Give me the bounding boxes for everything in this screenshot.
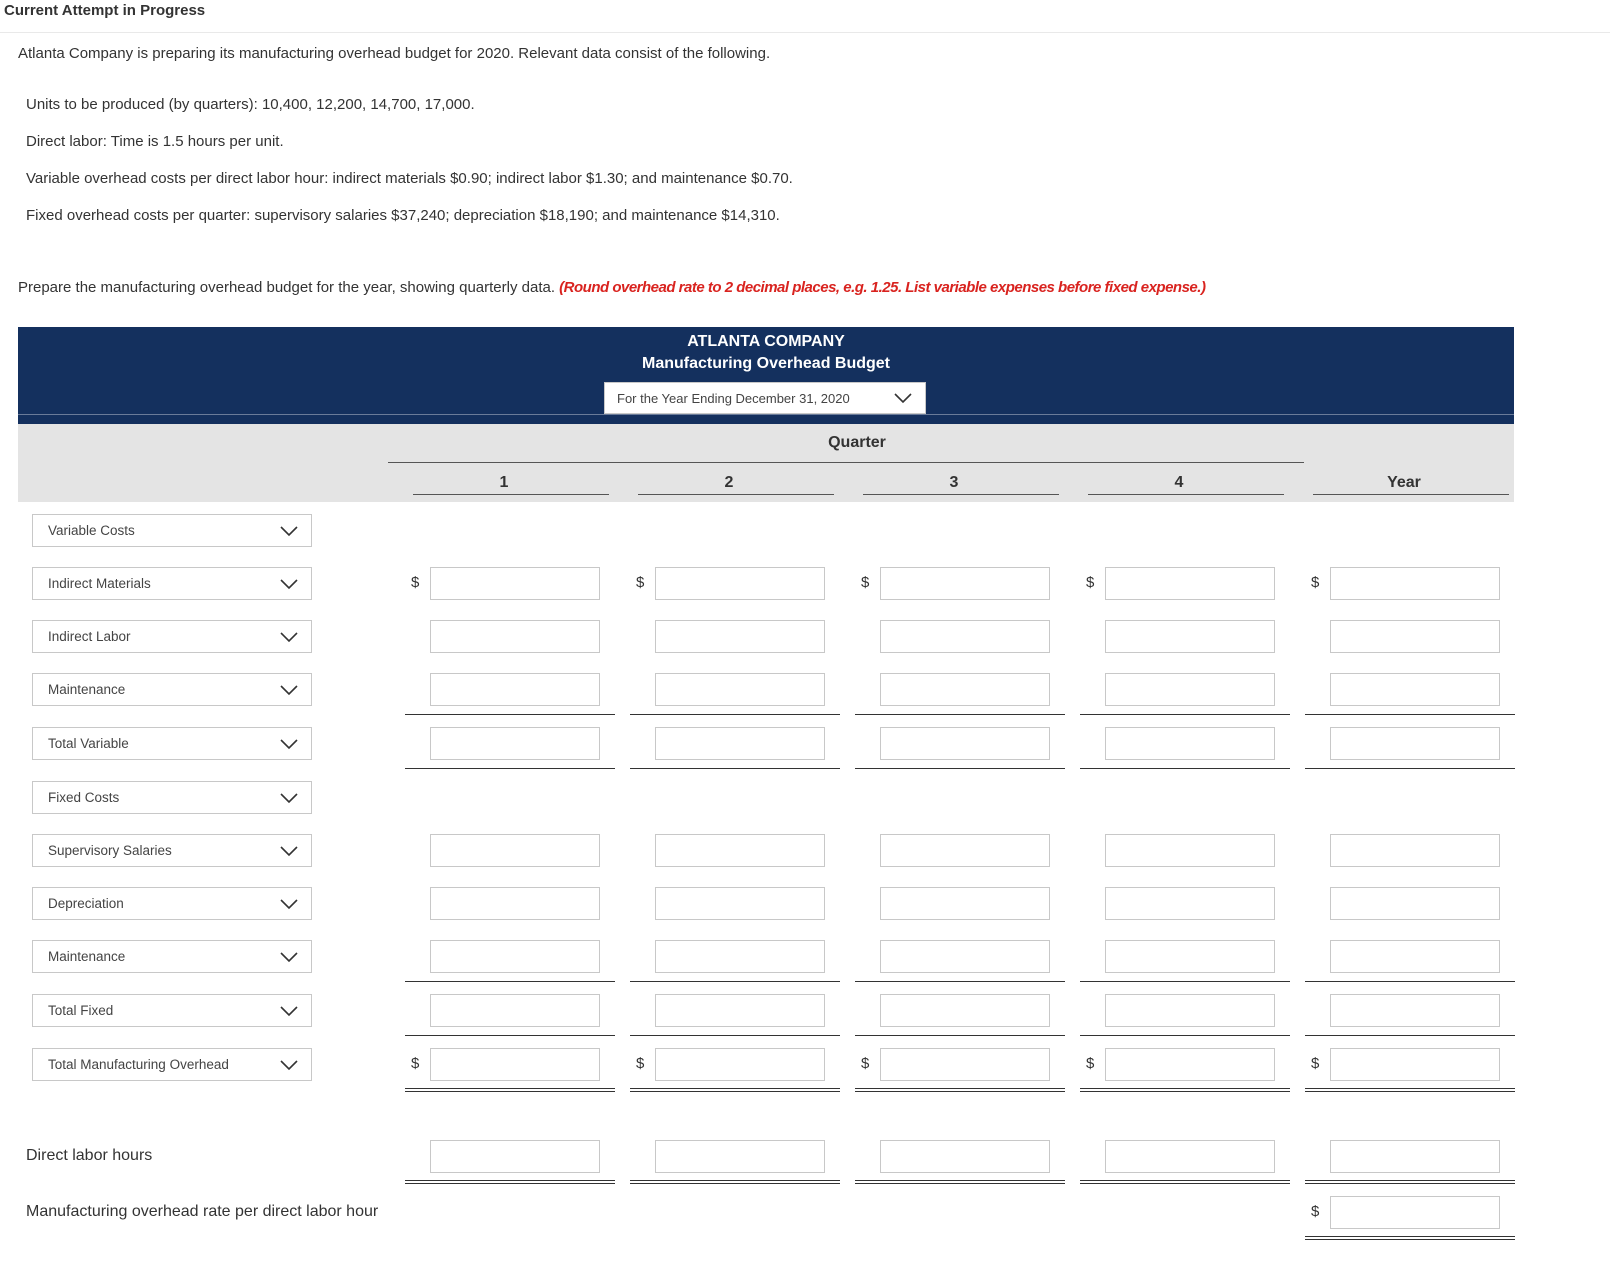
amount-input[interactable] xyxy=(655,887,825,920)
row-label-dropdown[interactable] xyxy=(32,781,312,814)
quarter-underline xyxy=(388,462,1304,463)
currency-symbol: $ xyxy=(861,1055,870,1072)
amount-input[interactable] xyxy=(655,994,825,1027)
hours-double-rule xyxy=(1080,1180,1290,1184)
subtotal-rule xyxy=(405,768,615,769)
chevron-down-icon xyxy=(279,684,299,696)
amount-input[interactable] xyxy=(1330,834,1500,867)
chevron-down-icon xyxy=(279,1005,299,1017)
total-double-rule xyxy=(405,1088,615,1092)
amount-input[interactable] xyxy=(1105,994,1275,1027)
direct-labor-hours-input[interactable] xyxy=(430,1140,600,1173)
amount-input[interactable] xyxy=(430,834,600,867)
amount-input[interactable] xyxy=(880,887,1050,920)
period-dropdown[interactable] xyxy=(604,382,926,414)
chevron-down-icon xyxy=(279,951,299,963)
amount-input[interactable] xyxy=(880,673,1050,706)
column-heading-underline xyxy=(638,494,834,495)
row-label-dropdown[interactable] xyxy=(32,994,312,1027)
amount-input[interactable] xyxy=(1330,727,1500,760)
currency-symbol: $ xyxy=(411,574,420,591)
company-name: ATLANTA COMPANY xyxy=(687,333,845,350)
direct-labor-hours-input[interactable] xyxy=(655,1140,825,1173)
row-label-value: Indirect Materials xyxy=(48,576,151,591)
amount-input[interactable] xyxy=(880,994,1050,1027)
amount-input[interactable] xyxy=(1105,673,1275,706)
row-label-dropdown[interactable] xyxy=(32,940,312,973)
amount-input[interactable] xyxy=(430,940,600,973)
chevron-down-icon xyxy=(279,631,299,643)
subtotal-rule xyxy=(855,714,1065,715)
currency-symbol: $ xyxy=(1311,1055,1320,1072)
amount-input[interactable] xyxy=(655,673,825,706)
amount-input[interactable] xyxy=(880,727,1050,760)
amount-input[interactable] xyxy=(430,673,600,706)
amount-input[interactable] xyxy=(430,994,600,1027)
row-label-value: Supervisory Salaries xyxy=(48,843,172,858)
subtotal-rule xyxy=(1305,714,1515,715)
row-label-value: Total Manufacturing Overhead xyxy=(48,1057,229,1072)
subtotal-rule xyxy=(405,1035,615,1036)
column-heading-q2: 2 xyxy=(724,474,734,491)
subtotal-rule xyxy=(630,714,840,715)
amount-input[interactable] xyxy=(1330,887,1500,920)
amount-input[interactable] xyxy=(430,727,600,760)
row-label-value: Total Fixed xyxy=(48,1003,114,1018)
chevron-down-icon xyxy=(279,792,299,804)
column-heading-q3: 3 xyxy=(949,474,959,491)
currency-symbol: $ xyxy=(1311,574,1320,591)
subtotal-rule xyxy=(855,981,1065,982)
instruction xyxy=(18,279,1205,296)
instruction-note: (Round overhead rate to 2 decimal places, e.g. 1.25. List variable expenses before fixed expense.) xyxy=(559,279,1206,296)
amount-input[interactable] xyxy=(880,834,1050,867)
row-label-value: Variable Costs xyxy=(48,523,135,538)
row-label-value: Maintenance xyxy=(48,949,126,964)
chevron-down-icon xyxy=(279,845,299,857)
chevron-down-icon xyxy=(279,738,299,750)
subtotal-rule xyxy=(1080,768,1290,769)
subtotal-rule xyxy=(405,981,615,982)
budget-title: Manufacturing Overhead Budget xyxy=(641,355,891,372)
subtotal-rule xyxy=(1305,1035,1515,1036)
rate-double-rule xyxy=(1305,1236,1515,1240)
amount-input[interactable] xyxy=(655,567,825,600)
hours-double-rule xyxy=(855,1180,1065,1184)
direct-labor-hours-input[interactable] xyxy=(880,1140,1050,1173)
problem-intro: Atlanta Company is preparing its manufacturing overhead budget for 2020. Relevant data consist of the following. xyxy=(18,45,771,62)
total-double-rule xyxy=(1305,1088,1515,1092)
subtotal-rule xyxy=(855,1035,1065,1036)
amount-input[interactable] xyxy=(1330,620,1500,653)
amount-input[interactable] xyxy=(880,620,1050,653)
overhead-rate-input[interactable] xyxy=(1330,1196,1500,1229)
hours-double-rule xyxy=(1305,1180,1515,1184)
fact-units: Units to be produced (by quarters): 10,400, 12,200, 14,700, 17,000. xyxy=(26,96,475,113)
chevron-down-icon xyxy=(279,578,299,590)
header-divider xyxy=(18,414,1514,415)
status-divider xyxy=(0,32,1610,33)
row-label-dropdown[interactable] xyxy=(32,887,312,920)
row-label-dropdown[interactable] xyxy=(32,727,312,760)
chevron-down-icon xyxy=(279,525,299,537)
column-heading-underline xyxy=(863,494,1059,495)
amount-input[interactable] xyxy=(1330,673,1500,706)
currency-symbol: $ xyxy=(636,1055,645,1072)
column-heading-underline xyxy=(1088,494,1284,495)
direct-labor-hours-input[interactable] xyxy=(1105,1140,1275,1173)
amount-input[interactable] xyxy=(1105,1048,1275,1081)
row-label-value: Indirect Labor xyxy=(48,629,131,644)
subtotal-rule xyxy=(405,714,615,715)
amount-input[interactable] xyxy=(1105,834,1275,867)
subtotal-rule xyxy=(1305,981,1515,982)
amount-input[interactable] xyxy=(1330,994,1500,1027)
chevron-down-icon xyxy=(279,898,299,910)
amount-input[interactable] xyxy=(655,620,825,653)
amount-input[interactable] xyxy=(655,1048,825,1081)
amount-input[interactable] xyxy=(430,620,600,653)
fact-variable-overhead: Variable overhead costs per direct labor hour: indirect materials $0.90; indirect labor $1.30; and maintenance $0.70. xyxy=(26,170,793,187)
amount-input[interactable] xyxy=(430,1048,600,1081)
row-label-dropdown[interactable] xyxy=(32,620,312,653)
currency-symbol: $ xyxy=(636,574,645,591)
row-label-dropdown[interactable] xyxy=(32,834,312,867)
subtotal-rule xyxy=(855,768,1065,769)
amount-input[interactable] xyxy=(430,887,600,920)
total-double-rule xyxy=(630,1088,840,1092)
amount-input[interactable] xyxy=(655,834,825,867)
hours-double-rule xyxy=(630,1180,840,1184)
column-heading-q4: 4 xyxy=(1174,474,1184,491)
attempt-status: Current Attempt in Progress xyxy=(4,2,206,19)
currency-symbol: $ xyxy=(1086,1055,1095,1072)
row-label-dropdown[interactable] xyxy=(32,514,312,547)
quarter-heading: Quarter xyxy=(828,434,886,451)
currency-symbol: $ xyxy=(411,1055,420,1072)
direct-labor-hours-label: Direct labor hours xyxy=(26,1147,153,1164)
currency-symbol: $ xyxy=(1311,1203,1320,1220)
direct-labor-hours-input[interactable] xyxy=(1330,1140,1500,1173)
amount-input[interactable] xyxy=(1105,567,1275,600)
amount-input[interactable] xyxy=(1105,940,1275,973)
currency-symbol: $ xyxy=(1086,574,1095,591)
amount-input[interactable] xyxy=(430,567,600,600)
row-label-dropdown[interactable] xyxy=(32,567,312,600)
column-heading-year: Year xyxy=(1387,474,1421,491)
overhead-rate-label: Manufacturing overhead rate per direct labor hour xyxy=(26,1203,379,1220)
fact-direct-labor: Direct labor: Time is 1.5 hours per unit. xyxy=(26,133,284,150)
subtotal-rule xyxy=(630,1035,840,1036)
amount-input[interactable] xyxy=(880,940,1050,973)
hours-double-rule xyxy=(405,1180,615,1184)
amount-input[interactable] xyxy=(1105,620,1275,653)
amount-input[interactable] xyxy=(1330,940,1500,973)
row-label-value: Fixed Costs xyxy=(48,790,120,805)
amount-input[interactable] xyxy=(1105,887,1275,920)
amount-input[interactable] xyxy=(655,727,825,760)
chevron-down-icon xyxy=(279,1059,299,1071)
subtotal-rule xyxy=(1305,768,1515,769)
column-heading-underline xyxy=(413,494,609,495)
row-label-dropdown[interactable] xyxy=(32,1048,312,1081)
column-heading-underline xyxy=(1313,494,1509,495)
currency-symbol: $ xyxy=(861,574,870,591)
subtotal-rule xyxy=(630,981,840,982)
amount-input[interactable] xyxy=(1105,727,1275,760)
amount-input[interactable] xyxy=(655,940,825,973)
amount-input[interactable] xyxy=(880,567,1050,600)
row-label-dropdown[interactable] xyxy=(32,673,312,706)
total-double-rule xyxy=(855,1088,1065,1092)
amount-input[interactable] xyxy=(1330,1048,1500,1081)
fact-fixed-overhead: Fixed overhead costs per quarter: supervisory salaries $37,240; depreciation $18,190; and maintenance $14,310. xyxy=(26,207,780,224)
chevron-down-icon xyxy=(893,392,913,404)
amount-input[interactable] xyxy=(880,1048,1050,1081)
amount-input[interactable] xyxy=(1330,567,1500,600)
total-double-rule xyxy=(1080,1088,1290,1092)
period-dropdown-value: For the Year Ending December 31, 2020 xyxy=(617,390,850,406)
subtotal-rule xyxy=(1080,1035,1290,1036)
subtotal-rule xyxy=(630,768,840,769)
column-heading-q1: 1 xyxy=(499,474,509,491)
subtotal-rule xyxy=(1080,981,1290,982)
row-label-value: Total Variable xyxy=(48,736,129,751)
row-label-value: Depreciation xyxy=(48,896,124,911)
row-label-value: Maintenance xyxy=(48,682,126,697)
instruction-text: Prepare the manufacturing overhead budget for the year, showing quarterly data. xyxy=(18,279,560,296)
subtotal-rule xyxy=(1080,714,1290,715)
